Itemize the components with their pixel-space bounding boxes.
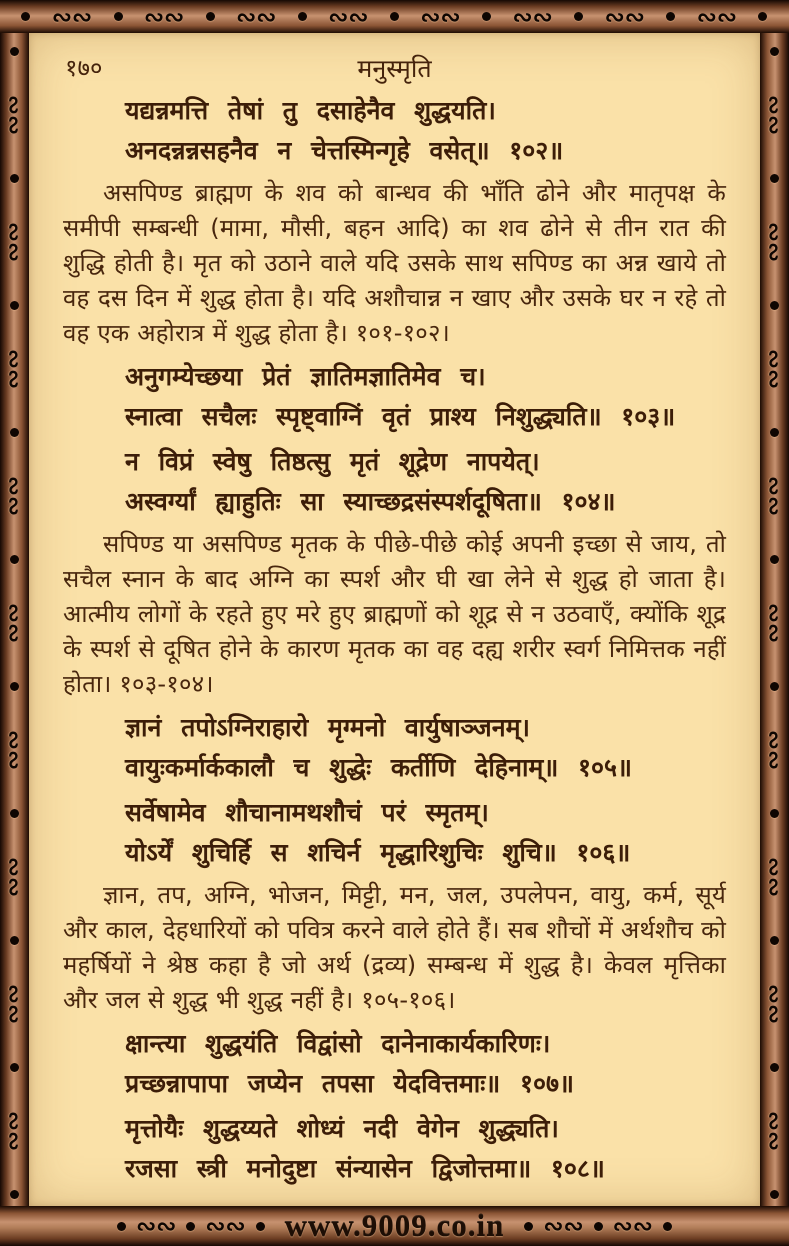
swirl-ornament-icon: ∾∾ [760,94,789,136]
dot-ornament-icon [206,12,215,21]
frame-left-ornaments [0,0,29,1246]
dot-ornament-icon [574,12,583,21]
swirl-ornament-icon: ∾∾ [205,1212,246,1240]
page-paper [29,33,760,1206]
swirl-ornament-icon: ∾∾ [0,1110,29,1152]
dot-ornament-icon [770,428,779,437]
dot-ornament-icon [663,1222,672,1231]
page-text-blocks [63,91,726,1189]
dot-ornament-icon [10,174,19,183]
dot-ornament-icon [524,1222,533,1231]
sanskrit-verse [63,1109,726,1189]
verse-line: योऽर्यें शुचिर्हि स शचिर्न मृद्धारिशुचिः शुचि॥ १०६॥ [125,838,631,867]
swirl-ornament-icon: ∾∾ [0,221,29,263]
swirl-ornament-icon: ∾∾ [760,856,789,898]
page-header [63,47,726,85]
verse-line: मृत्तोयैः शुद्धय्यते शोध्यं नदी वेगेन शुद्ध्यति। [125,1114,559,1143]
book-title: मनुस्मृति [357,54,432,83]
verse-line: स्नात्वा सचैलः स्पृष्ट्वाग्निं वृतं प्राश्य निशुद्ध्यति॥ १०३॥ [125,402,676,431]
swirl-ornament-icon: ∾∾ [0,602,29,644]
verse-line: अनदन्नन्नसहनैव न चेत्तस्मिन्गृहे वसेत्॥ १०२॥ [125,136,564,165]
dot-ornament-icon [770,301,779,310]
footer-right-ornament-group [524,1214,671,1238]
swirl-ornament-icon: ∾∾ [0,475,29,517]
dot-ornament-icon [770,809,779,818]
frame-bottom-border [0,1206,789,1246]
dot-ornament-icon [10,682,19,691]
swirl-ornament-icon: ∾∾ [0,983,29,1025]
page-number: १७० [65,54,103,82]
dot-ornament-icon [186,1222,195,1231]
swirl-ornament-icon: ∾∾ [0,348,29,390]
dot-ornament-icon [770,682,779,691]
verse-line: रजसा स्त्री मनोदुष्टा संन्यासेन द्विजोत्तमा॥ १०८॥ [125,1154,605,1183]
verse-line: प्रच्छन्नापापा जप्येन तपसा येदवित्तमाः॥ १०७॥ [125,1069,574,1098]
swirl-ornament-icon: ∾∾ [604,2,645,31]
dot-ornament-icon [594,1222,603,1231]
dot-ornament-icon [770,555,779,564]
dot-ornament-icon [770,174,779,183]
swirl-ornament-icon: ∾∾ [420,2,461,31]
dot-ornament-icon [666,12,675,21]
swirl-ornament-icon: ∾∾ [760,602,789,644]
dot-ornament-icon [298,12,307,21]
dot-ornament-icon [10,428,19,437]
frame-top-ornaments [0,0,789,33]
dot-ornament-icon [21,12,30,21]
verse-line: यद्यन्नमत्ति तेषां तु दसाहेनैव शुद्धयति। [125,96,496,125]
swirl-ornament-icon: ∾∾ [760,221,789,263]
swirl-ornament-icon: ∾∾ [612,1212,653,1240]
frame-right-border [760,0,789,1246]
sanskrit-verse [63,1024,726,1104]
dot-ornament-icon [10,1063,19,1072]
swirl-ornament-icon: ∾∾ [328,2,369,31]
swirl-ornament-icon: ∾∾ [144,2,185,31]
dot-ornament-icon [770,1063,779,1072]
dot-ornament-icon [770,936,779,945]
swirl-ornament-icon: ∾∾ [51,2,93,31]
dot-ornament-icon [10,1190,19,1199]
dot-ornament-icon [482,12,491,21]
dot-ornament-icon [10,936,19,945]
verse-line: अनुगम्येच्छया प्रेतं ज्ञातिमज्ञातिमेव च। [125,362,486,391]
swirl-ornament-icon: ∾∾ [543,1212,584,1240]
sanskrit-verse [63,708,726,788]
dot-ornament-icon [770,47,779,56]
verse-line: सर्वेषामेव शौचानामथशौचं परं स्मृतम्। [125,798,489,827]
swirl-ornament-icon: ∾∾ [0,856,29,898]
frame-left-border [0,0,29,1246]
verse-line: अस्वर्ग्यां ह्याहुतिः सा स्याच्छद्रसंस्पर्शदूषिता॥ १०४॥ [125,487,616,516]
swirl-ornament-icon: ∾∾ [696,2,737,31]
dot-ornament-icon [758,12,767,21]
website-url: www.9009.co.in [284,1208,505,1243]
verse-line: क्षान्त्या शुद्धयंति विद्वांसो दानेनाकार्यकारिणः। [125,1029,551,1058]
hindi-paragraph: ज्ञान, तप, अग्नि, भोजन, मिट्टी, मन, जल, उपलेपन, वायु, कर्म, सूर्य और काल, देहधारियों को पवित्र करने वाले होते हैं। सब शौचों में अर्थशौच को महर्षियों ने श्रेष्ठ कहा है जो अर्थ (द्रव्य) सम्बन्ध में शुद्ध है। केवल मृत्तिका और जल से शुद्ध भी शुद्ध नहीं है। १०५-१०६। [63,881,726,1014]
sanskrit-verse [63,442,726,522]
swirl-ornament-icon: ∾∾ [760,475,789,517]
footer-left-ornament-group [117,1214,264,1238]
sanskrit-verse [63,91,726,171]
dot-ornament-icon [10,47,19,56]
swirl-ornament-icon: ∾∾ [760,729,789,771]
sanskrit-verse [63,793,726,873]
swirl-ornament-icon: ∾∾ [236,2,277,31]
hindi-paragraph: असपिण्ड ब्राह्मण के शव को बान्धव की भाँति ढोने और मातृपक्ष के समीपी सम्बन्धी (मामा, मौसी, बहन आदि) का शव ढोने से तीन रात की शुद्धि होती है। मृत को उठाने वाले यदि उसके साथ सपिण्ड का अन्न खाये तो वह दस दिन में शुद्ध होता है। यदि अशौचान्न न खाए और उसके घर न रहे तो वह एक अहोरात्र में शुद्ध होता है। १०१-१०२। [63,179,726,347]
frame-top-border [0,0,789,33]
swirl-ornament-icon: ∾∾ [760,983,789,1025]
swirl-ornament-icon: ∾∾ [0,729,29,771]
dot-ornament-icon [390,12,399,21]
sanskrit-verse [63,357,726,437]
swirl-ornament-icon: ∾∾ [512,2,553,31]
dot-ornament-icon [770,1190,779,1199]
swirl-ornament-icon: ∾∾ [136,1212,177,1240]
dot-ornament-icon [10,809,19,818]
verse-line: वायुःकर्मार्ककालौ च शुद्धेः कर्तीणि देहिनाम्॥ १०५॥ [125,753,633,782]
dot-ornament-icon [10,301,19,310]
dot-ornament-icon [256,1222,265,1231]
dot-ornament-icon [10,555,19,564]
swirl-ornament-icon: ∾∾ [760,348,789,390]
verse-line: न विप्रं स्वेषु तिष्ठत्सु मृतं शूद्रेण नापयेत्। [125,447,540,476]
hindi-paragraph: सपिण्ड या असपिण्ड मृतक के पीछे-पीछे कोई अपनी इच्छा से जाय, तो सचैल स्नान के बाद अग्नि का स्पर्श और घी खा लेने से शुद्ध हो जाता है। आत्मीय लोगों के रहते हुए मरे हुए ब्राह्मणों को शूद्र से न उठवाएँ, क्योंकि शूद्र के स्पर्श से दूषित होने के कारण मृतक का वह दह्य शरीर स्वर्ग निमित्तक नहीं होता। १०३-१०४। [63,530,726,698]
verse-line: ज्ञानं तपोऽग्निराहारो मृग्मनो वार्युषाञ्जनम्। [125,713,531,742]
frame-right-ornaments [760,0,789,1246]
swirl-ornament-icon: ∾∾ [760,1110,789,1152]
swirl-ornament-icon: ∾∾ [0,94,29,136]
dot-ornament-icon [117,1222,126,1231]
dot-ornament-icon [114,12,123,21]
